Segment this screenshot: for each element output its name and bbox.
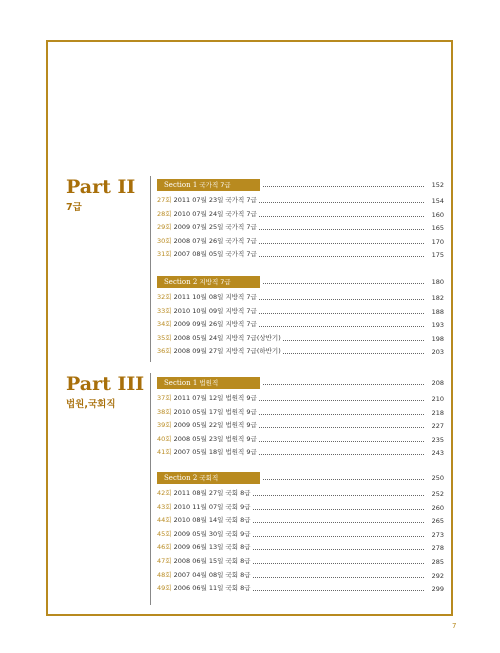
- page-number: 208: [431, 379, 444, 387]
- page-number: 265: [431, 517, 444, 526]
- entry-date: 2011 07월 23일: [173, 196, 224, 204]
- entry-date: 2006 06월 11일: [173, 584, 224, 593]
- entry-date: 2008 05월 23일: [173, 434, 224, 443]
- toc-section: [157, 472, 444, 596]
- entry-title: 국가직 7급: [225, 236, 257, 245]
- entry-number: 37회: [157, 394, 172, 402]
- page-number: 180: [431, 278, 444, 286]
- entry-number: 46회: [157, 543, 172, 552]
- entry-date: 2007 08월 05일: [173, 250, 224, 259]
- page-number: 235: [431, 435, 444, 444]
- entry-date: 2008 06월 15일: [173, 556, 224, 565]
- toc-entry[interactable]: [157, 582, 444, 596]
- entry-number: 33회: [157, 306, 172, 315]
- entry-date: 2011 08월 27일: [173, 489, 224, 497]
- section-label-bar: [157, 377, 260, 389]
- page-number: 154: [431, 197, 444, 205]
- section-header[interactable]: [157, 377, 444, 389]
- page-number: 285: [431, 557, 444, 566]
- page-number: 198: [431, 334, 444, 343]
- toc-entry[interactable]: [157, 194, 444, 208]
- entry-date: 2008 09월 27일: [173, 347, 224, 356]
- section-number: Section 2: [164, 278, 198, 286]
- toc-section: [157, 377, 444, 460]
- section-number: Section 1: [164, 379, 198, 387]
- entry-number: 44회: [157, 516, 172, 525]
- toc-entry[interactable]: [157, 392, 444, 406]
- page-number: 203: [431, 348, 444, 357]
- dot-leader: [263, 384, 424, 385]
- page-number: 182: [431, 294, 444, 302]
- toc-entry[interactable]: [157, 419, 444, 433]
- toc-section: [157, 179, 444, 262]
- section-header[interactable]: [157, 179, 444, 191]
- toc-entry[interactable]: [157, 291, 444, 305]
- dot-leader: [263, 283, 424, 284]
- entry-number: 29회: [157, 223, 172, 232]
- entry-number: 49회: [157, 584, 172, 593]
- entry-number: 38회: [157, 407, 172, 416]
- entry-title: 지방직 7급(상반기): [225, 333, 281, 342]
- entry-number: 45회: [157, 529, 172, 538]
- section-title: 국가직 7급: [199, 181, 231, 189]
- part-subtitle: 법원,국회직: [66, 399, 116, 410]
- page-number: 260: [431, 503, 444, 512]
- entry-title: 법원직 9급: [225, 407, 257, 416]
- entry-number: 32회: [157, 293, 172, 301]
- page-number: 243: [431, 449, 444, 458]
- toc-entry[interactable]: [157, 433, 444, 447]
- page-number: 193: [431, 321, 444, 330]
- entry-number: 34회: [157, 320, 172, 329]
- page-number: 278: [431, 544, 444, 553]
- entry-title: 지방직 7급: [225, 306, 257, 315]
- entry-title: 국회 8급: [225, 489, 251, 497]
- entry-date: 2007 05월 18일: [173, 448, 224, 457]
- part-heading: [66, 374, 144, 410]
- part-subtitle: 7급: [66, 202, 82, 213]
- page-number: 292: [431, 571, 444, 580]
- dot-leader: [263, 186, 424, 187]
- entry-title: 지방직 7급(하반기): [225, 347, 281, 356]
- entry-number: 47회: [157, 556, 172, 565]
- toc-section: [157, 276, 444, 359]
- entry-title: 국회 8급: [225, 556, 251, 565]
- page-number: 170: [431, 237, 444, 246]
- entry-date: 2010 10월 09일: [173, 306, 224, 315]
- entry-title: 국가직 7급: [225, 250, 257, 259]
- toc-entry[interactable]: [157, 569, 444, 583]
- page-number: 188: [431, 307, 444, 316]
- entry-title: 국가직 7급: [225, 223, 257, 232]
- toc-entry[interactable]: [157, 487, 444, 501]
- section-label-bar: [157, 179, 260, 191]
- entry-title: 국가직 7급: [225, 196, 257, 204]
- entry-date: 2010 11월 07일: [173, 502, 224, 511]
- entry-date: 2009 07월 25일: [173, 223, 224, 232]
- toc-entry[interactable]: [157, 528, 444, 542]
- entry-number: 40회: [157, 434, 172, 443]
- section-number: Section 1: [164, 181, 198, 189]
- toc-entry[interactable]: [157, 406, 444, 420]
- section-title: 지방직 7급: [199, 278, 231, 286]
- page-number: 160: [431, 210, 444, 219]
- entry-date: 2011 10월 08일: [173, 293, 224, 301]
- toc-entry[interactable]: [157, 501, 444, 515]
- entry-number: 36회: [157, 347, 172, 356]
- page-number: 273: [431, 530, 444, 539]
- toc-entry[interactable]: [157, 318, 444, 332]
- toc-entry[interactable]: [157, 446, 444, 460]
- toc-entry[interactable]: [157, 541, 444, 555]
- entry-number: 35회: [157, 333, 172, 342]
- toc-entry[interactable]: [157, 248, 444, 262]
- entry-number: 39회: [157, 421, 172, 430]
- entry-title: 법원직 9급: [225, 421, 257, 430]
- entry-title: 국회 8급: [225, 570, 251, 579]
- entry-number: 48회: [157, 570, 172, 579]
- toc-entry[interactable]: [157, 305, 444, 319]
- entry-date: 2009 05월 30일: [173, 529, 224, 538]
- page-number-footer: 7: [452, 622, 457, 630]
- page-number: 210: [431, 395, 444, 403]
- page-number: 218: [431, 408, 444, 417]
- part-title: Part II: [66, 176, 136, 198]
- page-number: 250: [431, 474, 444, 482]
- section-label-bar: [157, 472, 260, 484]
- part-heading: [66, 177, 135, 213]
- part-title: Part III: [66, 373, 145, 395]
- page-number: 252: [431, 490, 444, 498]
- section-header[interactable]: [157, 472, 444, 484]
- entry-number: 28회: [157, 209, 172, 218]
- entry-title: 국회 9급: [225, 502, 251, 511]
- section-header[interactable]: [157, 276, 444, 288]
- entry-date: 2009 09월 26일: [173, 320, 224, 329]
- toc-entry[interactable]: [157, 235, 444, 249]
- entry-number: 42회: [157, 489, 172, 497]
- toc-entry[interactable]: [157, 221, 444, 235]
- entry-title: 법원직 9급: [225, 434, 257, 443]
- entry-title: 국가직 7급: [225, 209, 257, 218]
- entry-date: 2008 05월 24일: [173, 333, 224, 342]
- page-number: 175: [431, 251, 444, 260]
- entry-number: 27회: [157, 196, 172, 204]
- entry-title: 법원직 9급: [225, 394, 257, 402]
- divider-line: [150, 176, 151, 362]
- entry-number: 41회: [157, 448, 172, 457]
- divider-line: [150, 373, 151, 605]
- toc-entry[interactable]: [157, 555, 444, 569]
- toc-entry[interactable]: [157, 514, 444, 528]
- entry-number: 31회: [157, 250, 172, 259]
- toc-entry[interactable]: [157, 208, 444, 222]
- entry-title: 국회 9급: [225, 529, 251, 538]
- entry-date: 2010 05월 17일: [173, 407, 224, 416]
- entry-date: 2007 04월 08일: [173, 570, 224, 579]
- entry-date: 2011 07월 12일: [173, 394, 224, 402]
- page-number: 152: [431, 181, 444, 189]
- entry-number: 43회: [157, 502, 172, 511]
- page-number: 299: [431, 585, 444, 594]
- entry-title: 국회 8급: [225, 543, 251, 552]
- page-number: 165: [431, 224, 444, 233]
- dot-leader: [263, 479, 424, 480]
- entry-title: 국회 8급: [225, 516, 251, 525]
- section-number: Section 2: [164, 474, 198, 482]
- section-label-bar: [157, 276, 260, 288]
- entry-title: 지방직 7급: [225, 320, 257, 329]
- entry-title: 국회 8급: [225, 584, 251, 593]
- toc-entry[interactable]: [157, 345, 444, 359]
- section-title: 국회직: [199, 474, 219, 482]
- entry-date: 2010 07월 24일: [173, 209, 224, 218]
- page-number: 227: [431, 422, 444, 431]
- entry-date: 2008 07월 26일: [173, 236, 224, 245]
- toc-entry[interactable]: [157, 332, 444, 346]
- section-title: 법원직: [199, 379, 219, 387]
- entry-date: 2009 06월 13일: [173, 543, 224, 552]
- entry-title: 법원직 9급: [225, 448, 257, 457]
- entry-title: 지방직 7급: [225, 293, 257, 301]
- entry-date: 2010 08월 14일: [173, 516, 224, 525]
- entry-date: 2009 05월 22일: [173, 421, 224, 430]
- entry-number: 30회: [157, 236, 172, 245]
